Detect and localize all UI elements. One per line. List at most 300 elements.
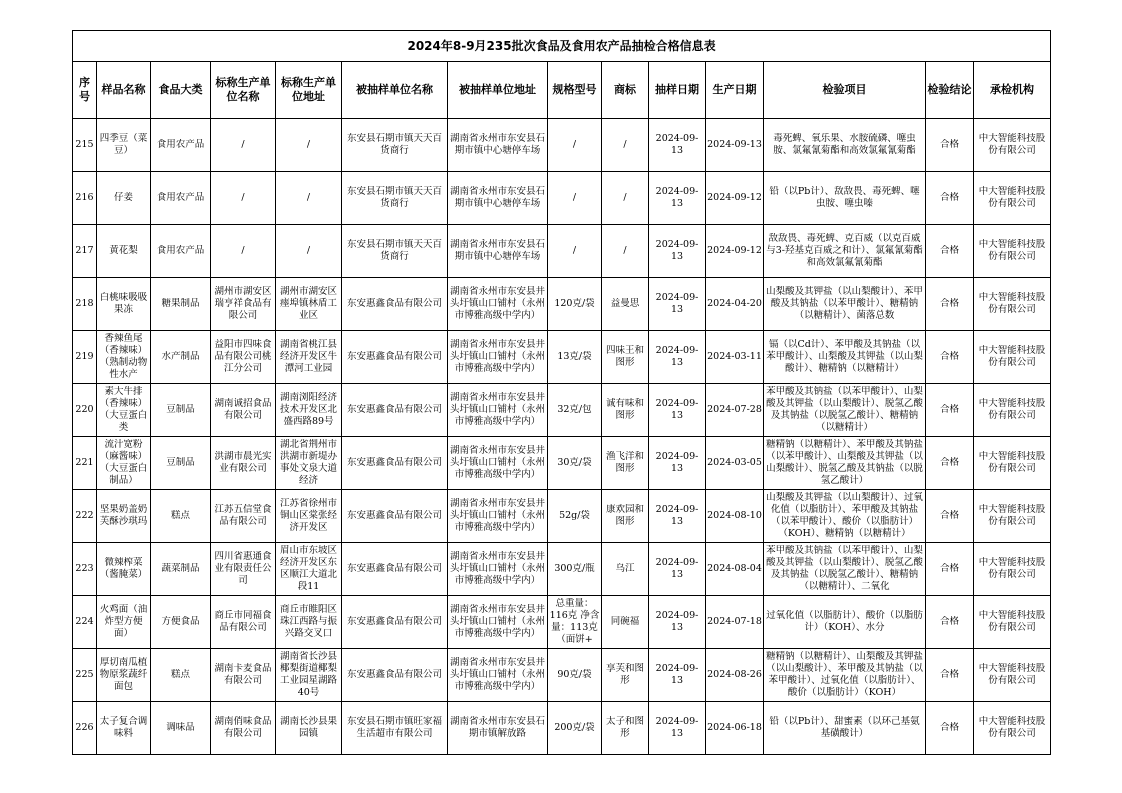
col-sampled-unit-address-text: 湖南省永州市东安县井头圩镇山口铺村（永州市博雅高级中学内） xyxy=(449,339,545,374)
col-trademark-text: / xyxy=(623,192,627,203)
col-test-items-cell xyxy=(764,331,926,384)
col-food-category-text: 糕点 xyxy=(170,510,190,521)
col-sampled-unit-name-cell xyxy=(342,649,448,702)
col-sampling-date-text: 2024-09-13 xyxy=(655,451,699,474)
col-spec-text: 30克/袋 xyxy=(557,457,592,468)
col-sampling-date-text: 2024-09-13 xyxy=(655,186,699,209)
col-testing-agency-cell xyxy=(974,172,1051,225)
col-trademark-text: 康欢园和图形 xyxy=(605,504,644,527)
col-food-category-text: 蔬菜制品 xyxy=(161,563,200,574)
col-test-items-text: 山梨酸及其钾盐（以山梨酸计）、苯甲酸及其钠盐（以苯甲酸计）、糖精钠（以糖精计）、菌落总数 xyxy=(766,286,923,321)
col-sampled-unit-address-text: 湖南省永州市东安县井头圩镇山口铺村（永州市博雅高级中学内） xyxy=(449,604,545,639)
col-trademark-cell xyxy=(602,225,649,278)
col-index-cell xyxy=(73,702,97,755)
col-food-category-text: 食用农产品 xyxy=(156,245,205,256)
col-index-cell xyxy=(73,172,97,225)
col-conclusion-text: 合格 xyxy=(939,245,959,256)
col-conclusion-cell xyxy=(926,119,974,172)
col-manufacturer-name-text: 洪湖市晨光实业有限公司 xyxy=(214,451,272,474)
col-food-category-cell xyxy=(151,119,211,172)
col-testing-agency-cell xyxy=(974,490,1051,543)
col-sampled-unit-name-text: 东安惠鑫食品有限公司 xyxy=(346,563,442,574)
col-conclusion-text: 合格 xyxy=(939,669,959,680)
col-manufacturer-name-text: 湖南诚招食品有限公司 xyxy=(214,398,272,421)
col-sample-name-cell xyxy=(97,490,151,543)
col-production-date-cell xyxy=(706,172,764,225)
col-food-category-text: 豆制品 xyxy=(166,457,195,468)
col-conclusion-text: 合格 xyxy=(939,404,959,415)
col-manufacturer-address-cell xyxy=(276,437,342,490)
col-production-date-text: 2024-06-18 xyxy=(707,722,762,733)
inspection-sheet xyxy=(72,30,1050,755)
col-sampling-date-text: 2024-09-13 xyxy=(655,504,699,527)
col-index-cell xyxy=(73,543,97,596)
col-food-category-text: 豆制品 xyxy=(166,404,195,415)
col-conclusion-cell xyxy=(926,331,974,384)
col-testing-agency-cell xyxy=(974,702,1051,755)
col-sampled-unit-address-text: 湖南省永州市东安县石期市镇中心塘停车场 xyxy=(449,239,545,262)
col-conclusion-text: 合格 xyxy=(939,616,959,627)
col-sample-name-cell xyxy=(97,331,151,384)
col-production-date-cell xyxy=(706,437,764,490)
col-index-text: 226 xyxy=(75,722,94,733)
col-food-category-header: 食品大类 xyxy=(151,62,211,119)
col-index-text: 224 xyxy=(75,616,94,627)
col-spec-text: 120克/袋 xyxy=(554,298,595,309)
col-conclusion-cell xyxy=(926,384,974,437)
col-manufacturer-name-text: 益阳市四味食品有限公司桃江分公司 xyxy=(214,339,272,374)
col-sampled-unit-name-text: 东安惠鑫食品有限公司 xyxy=(346,351,442,362)
col-trademark-cell xyxy=(602,543,649,596)
col-spec-cell xyxy=(548,225,602,278)
col-test-items-cell xyxy=(764,649,926,702)
col-sampling-date-text: 2024-09-13 xyxy=(655,292,699,315)
col-spec-text: / xyxy=(572,245,577,256)
table-row xyxy=(73,384,1051,437)
col-sample-name-text: 坚果奶盖奶芙酥沙琪玛 xyxy=(99,504,148,527)
col-trademark-text: 益曼思 xyxy=(610,298,640,309)
col-sampling-date-cell xyxy=(649,119,706,172)
col-food-category-cell xyxy=(151,331,211,384)
col-spec-text: 13克/袋 xyxy=(557,351,592,362)
col-sampled-unit-address-text: 湖南省永州市东安县井头圩镇山口铺村（永州市博雅高级中学内） xyxy=(449,392,545,427)
col-spec-cell xyxy=(548,331,602,384)
col-testing-agency-cell xyxy=(974,543,1051,596)
col-sampled-unit-name-cell xyxy=(342,543,448,596)
col-sampled-unit-address-cell xyxy=(448,278,548,331)
col-test-items-text: 苯甲酸及其钠盐（以苯甲酸计）、山梨酸及其钾盐（以山梨酸计）、脱氢乙酸及其钠盐（以脱氢乙酸计）、糖精钠（以糖精计） xyxy=(766,386,923,433)
col-manufacturer-address-cell xyxy=(276,649,342,702)
col-sampled-unit-address-cell xyxy=(448,437,548,490)
col-sampled-unit-address-cell xyxy=(448,331,548,384)
col-test-items-cell xyxy=(764,596,926,649)
col-production-date-text: 2024-07-18 xyxy=(707,616,762,627)
col-testing-agency-header: 承检机构 xyxy=(974,62,1051,119)
col-sample-name-cell xyxy=(97,543,151,596)
col-production-date-cell xyxy=(706,278,764,331)
col-trademark-text: / xyxy=(623,245,627,256)
col-index-cell xyxy=(73,384,97,437)
col-test-items-cell xyxy=(764,543,926,596)
col-manufacturer-address-cell xyxy=(276,119,342,172)
col-test-items-text: 苯甲酸及其钠盐（以苯甲酸计）、山梨酸及其钾盐（以山梨酸计）、脱氢乙酸及其钠盐（以脱氢乙酸计）、糖精钠（以糖精计）、二氧化 xyxy=(766,545,923,592)
col-sample-name-text: 黄花梨 xyxy=(109,245,138,256)
col-food-category-cell xyxy=(151,278,211,331)
col-testing-agency-text: 中大智能科技股份有限公司 xyxy=(978,557,1046,580)
col-test-items-text: 毒死蜱、氧乐果、水胺硫磷、噻虫胺、氯氟氰菊酯和高效氯氟氰菊酯 xyxy=(773,133,916,156)
col-sampled-unit-name-text: 东安县石期市镇天天百货商行 xyxy=(346,186,442,209)
col-conclusion-cell xyxy=(926,702,974,755)
col-sample-name-text: 太子复合调味料 xyxy=(99,716,148,739)
col-manufacturer-address-header: 标称生产单位地址 xyxy=(276,62,342,119)
col-manufacturer-address-text: 湖北省荆州市洪湖市新堤办事处文泉大道经济 xyxy=(279,439,337,486)
col-testing-agency-cell xyxy=(974,384,1051,437)
col-trademark-cell xyxy=(602,649,649,702)
table-row xyxy=(73,596,1051,649)
col-sampled-unit-name-text: 东安惠鑫食品有限公司 xyxy=(346,669,442,680)
col-manufacturer-name-text: / xyxy=(241,245,245,256)
col-trademark-text: 享芙和图形 xyxy=(605,663,644,686)
col-test-items-cell xyxy=(764,702,926,755)
col-sampling-date-text: 2024-09-13 xyxy=(655,663,699,686)
col-test-items-cell xyxy=(764,172,926,225)
col-manufacturer-name-cell xyxy=(211,649,276,702)
col-manufacturer-name-header: 标称生产单位名称 xyxy=(211,62,276,119)
col-conclusion-text: 合格 xyxy=(939,563,959,574)
col-index-cell xyxy=(73,490,97,543)
col-trademark-cell xyxy=(602,490,649,543)
col-testing-agency-cell xyxy=(974,596,1051,649)
col-trademark-cell xyxy=(602,384,649,437)
col-sampling-date-cell xyxy=(649,172,706,225)
col-sample-name-cell xyxy=(97,119,151,172)
col-manufacturer-name-cell xyxy=(211,278,276,331)
col-food-category-text: 糕点 xyxy=(170,669,190,680)
col-production-date-header: 生产日期 xyxy=(706,62,764,119)
col-index-text: 215 xyxy=(75,139,94,150)
col-sampled-unit-name-text: 东安县石期市镇天天百货商行 xyxy=(346,239,442,262)
col-conclusion-cell xyxy=(926,225,974,278)
col-production-date-cell xyxy=(706,543,764,596)
col-sampled-unit-name-cell xyxy=(342,172,448,225)
col-production-date-cell xyxy=(706,384,764,437)
col-conclusion-text: 合格 xyxy=(939,351,959,362)
col-manufacturer-name-text: / xyxy=(241,139,245,150)
col-test-items-text: 敌敌畏、毒死蜱、克百威（以克百威与3-羟基克百威之和计）、氯氟氰菊酯和高效氯氟氰菊酯 xyxy=(766,233,923,268)
col-testing-agency-cell xyxy=(974,225,1051,278)
col-sample-name-text: 火鸡面（油炸型方便面） xyxy=(99,604,148,639)
col-spec-header: 规格型号 xyxy=(548,62,602,119)
col-food-category-cell xyxy=(151,596,211,649)
col-sample-name-cell xyxy=(97,278,151,331)
col-sampled-unit-address-text: 湖南省永州市东安县井头圩镇山口铺村（永州市博雅高级中学内） xyxy=(449,657,545,692)
col-test-items-cell xyxy=(764,225,926,278)
col-food-category-cell xyxy=(151,702,211,755)
col-conclusion-text: 合格 xyxy=(939,457,959,468)
col-sample-name-cell xyxy=(97,596,151,649)
col-production-date-text: 2024-09-12 xyxy=(707,192,762,203)
col-spec-cell xyxy=(548,384,602,437)
col-trademark-cell xyxy=(602,172,649,225)
table-row xyxy=(73,649,1051,702)
col-sampling-date-cell xyxy=(649,437,706,490)
col-trademark-text: 同碗福 xyxy=(610,616,640,627)
col-sampled-unit-name-text: 东安县石期市镇旺家福生活超市有限公司 xyxy=(346,716,442,739)
col-spec-cell xyxy=(548,278,602,331)
col-spec-cell xyxy=(548,702,602,755)
col-manufacturer-name-text: 湖州市湖安区瑞亨祥食品有限公司 xyxy=(214,286,272,321)
col-manufacturer-name-cell xyxy=(211,119,276,172)
col-sampling-date-text: 2024-09-13 xyxy=(655,345,699,368)
col-index-text: 221 xyxy=(75,457,94,468)
col-manufacturer-address-text: / xyxy=(306,139,311,150)
col-testing-agency-text: 中大智能科技股份有限公司 xyxy=(978,133,1046,156)
col-testing-agency-text: 中大智能科技股份有限公司 xyxy=(978,239,1046,262)
col-index-cell xyxy=(73,225,97,278)
col-sampled-unit-address-text: 湖南省永州市东安县井头圩镇山口铺村（永州市博雅高级中学内） xyxy=(449,445,545,480)
col-sampled-unit-address-cell xyxy=(448,702,548,755)
col-manufacturer-address-cell xyxy=(276,278,342,331)
col-testing-agency-text: 中大智能科技股份有限公司 xyxy=(978,292,1046,315)
col-sampled-unit-address-cell xyxy=(448,119,548,172)
col-production-date-text: 2024-03-05 xyxy=(707,457,762,468)
col-spec-text: 200克/袋 xyxy=(554,722,595,733)
col-production-date-text: 2024-09-13 xyxy=(707,139,762,150)
col-food-category-text: 食用农产品 xyxy=(156,192,205,203)
col-sampled-unit-address-text: 湖南省永州市东安县井头圩镇山口铺村（永州市博雅高级中学内） xyxy=(449,498,545,533)
col-testing-agency-text: 中大智能科技股份有限公司 xyxy=(978,716,1046,739)
col-sampling-date-text: 2024-09-13 xyxy=(655,557,699,580)
col-index-cell xyxy=(73,437,97,490)
col-manufacturer-name-cell xyxy=(211,543,276,596)
col-sampled-unit-address-cell xyxy=(448,225,548,278)
col-spec-cell xyxy=(548,543,602,596)
col-production-date-text: 2024-08-04 xyxy=(707,563,762,574)
table-body xyxy=(73,119,1051,755)
col-manufacturer-address-text: / xyxy=(306,192,311,203)
col-trademark-cell xyxy=(602,596,649,649)
col-manufacturer-address-cell xyxy=(276,596,342,649)
col-food-category-cell xyxy=(151,172,211,225)
col-index-cell xyxy=(73,278,97,331)
col-trademark-text: 渔飞洋和图形 xyxy=(605,451,644,474)
col-trademark-header: 商标 xyxy=(602,62,649,119)
col-sample-name-text: 白桃味吸吸果冻 xyxy=(99,292,148,315)
col-manufacturer-name-cell xyxy=(211,702,276,755)
col-sampling-date-cell xyxy=(649,331,706,384)
col-spec-text: 32克/包 xyxy=(557,404,592,415)
col-production-date-text: 2024-08-26 xyxy=(707,669,762,680)
col-sampled-unit-name-cell xyxy=(342,702,448,755)
col-sampled-unit-name-cell xyxy=(342,331,448,384)
col-sampled-unit-name-cell xyxy=(342,119,448,172)
col-manufacturer-address-text: 湖南浏阳经济技术开发区北盛西路89号 xyxy=(279,392,337,427)
col-food-category-text: 方便食品 xyxy=(161,616,200,627)
col-testing-agency-text: 中大智能科技股份有限公司 xyxy=(978,663,1046,686)
col-conclusion-cell xyxy=(926,649,974,702)
col-trademark-cell xyxy=(602,437,649,490)
col-index-text: 218 xyxy=(75,298,94,309)
col-index-text: 225 xyxy=(75,669,94,680)
col-conclusion-cell xyxy=(926,596,974,649)
col-sampled-unit-address-text: 湖南省永州市东安县井头圩镇山口铺村（永州市博雅高级中学内） xyxy=(449,286,545,321)
col-testing-agency-text: 中大智能科技股份有限公司 xyxy=(978,398,1046,421)
col-test-items-cell xyxy=(764,384,926,437)
col-conclusion-text: 合格 xyxy=(939,298,959,309)
col-sample-name-text: 四季豆（菜豆） xyxy=(99,133,148,156)
col-sampling-date-cell xyxy=(649,596,706,649)
col-sampling-date-text: 2024-09-13 xyxy=(655,716,699,739)
col-sampled-unit-name-header: 被抽样单位名称 xyxy=(342,62,448,119)
col-manufacturer-address-cell xyxy=(276,225,342,278)
col-sampled-unit-address-header: 被抽样单位地址 xyxy=(448,62,548,119)
col-manufacturer-address-text: 江苏省徐州市铜山区棠张经济开发区 xyxy=(279,498,337,533)
col-conclusion-cell xyxy=(926,543,974,596)
col-test-items-text: 铅（以Pb计）、敌敌畏、毒死蜱、噻虫胺、噻虫嗪 xyxy=(769,186,920,209)
col-sample-name-cell xyxy=(97,172,151,225)
col-index-text: 222 xyxy=(75,510,94,521)
col-manufacturer-address-cell xyxy=(276,490,342,543)
col-sample-name-text: 仔姜 xyxy=(113,192,133,203)
col-sampled-unit-name-text: 东安惠鑫食品有限公司 xyxy=(346,298,442,309)
col-sample-name-cell xyxy=(97,225,151,278)
col-spec-text: 52g/袋 xyxy=(559,510,590,521)
col-sample-name-text: 微辣榨菜（酱腌菜） xyxy=(99,557,148,580)
col-spec-cell xyxy=(548,437,602,490)
col-testing-agency-text: 中大智能科技股份有限公司 xyxy=(978,451,1046,474)
col-production-date-text: 2024-08-10 xyxy=(707,510,762,521)
table-row xyxy=(73,278,1051,331)
col-spec-text: / xyxy=(572,192,577,203)
col-test-items-header: 检验项目 xyxy=(764,62,926,119)
col-manufacturer-address-text: 湖南长沙县果园镇 xyxy=(279,716,337,739)
col-sample-name-text: 素大牛排（香辣味）（大豆蛋白类 xyxy=(99,386,148,433)
col-sample-name-text: 流汁宽粉（麻酱味）（大豆蛋白制品） xyxy=(99,439,148,486)
table-row xyxy=(73,331,1051,384)
col-testing-agency-cell xyxy=(974,649,1051,702)
col-manufacturer-name-text: / xyxy=(241,192,245,203)
col-production-date-cell xyxy=(706,490,764,543)
table-row xyxy=(73,490,1051,543)
col-manufacturer-name-cell xyxy=(211,172,276,225)
col-production-date-text: 2024-07-28 xyxy=(707,404,762,415)
col-manufacturer-address-text: 湖南省长沙县椰梨街道椰梨工业园星湖路40号 xyxy=(279,651,337,698)
col-manufacturer-address-text: 湖州市湖安区瘗埠镇林盾工业区 xyxy=(279,286,337,321)
col-manufacturer-name-cell xyxy=(211,384,276,437)
col-spec-cell xyxy=(548,596,602,649)
col-testing-agency-cell xyxy=(974,119,1051,172)
col-sampled-unit-name-cell xyxy=(342,278,448,331)
col-sampled-unit-name-text: 东安县石期市镇天天百货商行 xyxy=(346,133,442,156)
col-conclusion-text: 合格 xyxy=(939,510,959,521)
col-sampled-unit-address-cell xyxy=(448,384,548,437)
col-index-cell xyxy=(73,596,97,649)
col-index-cell xyxy=(73,331,97,384)
col-sampling-date-text: 2024-09-13 xyxy=(655,133,699,156)
col-conclusion-text: 合格 xyxy=(939,192,959,203)
col-trademark-text: 四味王和图形 xyxy=(605,345,644,368)
col-sampling-date-cell xyxy=(649,490,706,543)
col-sampled-unit-address-cell xyxy=(448,172,548,225)
col-manufacturer-name-text: 四川省惠通食业有限责任公司 xyxy=(214,551,272,586)
col-index-text: 220 xyxy=(75,404,94,415)
col-spec-text: / xyxy=(572,139,577,150)
col-manufacturer-name-cell xyxy=(211,596,276,649)
col-manufacturer-address-text: / xyxy=(306,245,311,256)
col-trademark-cell xyxy=(602,278,649,331)
col-sampling-date-header: 抽样日期 xyxy=(649,62,706,119)
table-row xyxy=(73,225,1051,278)
col-sampled-unit-address-cell xyxy=(448,596,548,649)
col-sample-name-cell xyxy=(97,384,151,437)
col-production-date-text: 2024-04-20 xyxy=(707,298,762,309)
col-trademark-cell xyxy=(602,331,649,384)
col-test-items-text: 铅（以Pb计）、甜蜜素（以环己基氨基磺酸计） xyxy=(769,716,920,739)
col-food-category-cell xyxy=(151,649,211,702)
col-sampled-unit-address-cell xyxy=(448,490,548,543)
col-sample-name-cell xyxy=(97,649,151,702)
table-row xyxy=(73,543,1051,596)
col-sampled-unit-address-text: 湖南省永州市东安县石期市镇中心塘停车场 xyxy=(449,186,545,209)
col-trademark-text: 乌江 xyxy=(615,563,635,574)
col-test-items-text: 镉（以Cd计）、苯甲酸及其钠盐（以苯甲酸计）、山梨酸及其钾盐（以山梨酸计）、糖精钠（以糖精计） xyxy=(766,339,923,374)
col-sampling-date-text: 2024-09-13 xyxy=(655,398,699,421)
inspection-table xyxy=(72,30,1051,755)
col-production-date-cell xyxy=(706,225,764,278)
col-manufacturer-address-cell xyxy=(276,172,342,225)
col-manufacturer-address-cell xyxy=(276,702,342,755)
col-manufacturer-address-text: 商丘市睢阳区珠江西路与振兴路交叉口 xyxy=(279,604,337,639)
col-sampling-date-text: 2024-09-13 xyxy=(655,610,699,633)
col-food-category-cell xyxy=(151,490,211,543)
col-production-date-text: 2024-03-11 xyxy=(707,351,762,362)
col-sampled-unit-address-cell xyxy=(448,649,548,702)
col-sample-name-text: 厚切南瓜植物原浆蔬纤面包 xyxy=(99,657,148,692)
col-index-header: 序号 xyxy=(73,62,97,119)
col-test-items-cell xyxy=(764,490,926,543)
col-conclusion-cell xyxy=(926,437,974,490)
col-sampling-date-text: 2024-09-13 xyxy=(655,239,699,262)
col-manufacturer-address-text: 眉山市东坡区经济开发区东区顺江大道北段11 xyxy=(279,545,337,592)
col-index-cell xyxy=(73,649,97,702)
col-sampled-unit-address-text: 湖南省永州市东安县石期市镇解放路 xyxy=(449,716,545,739)
col-sampled-unit-name-cell xyxy=(342,490,448,543)
col-testing-agency-text: 中大智能科技股份有限公司 xyxy=(978,610,1046,633)
table-row xyxy=(73,702,1051,755)
col-sampled-unit-name-cell xyxy=(342,596,448,649)
col-conclusion-header: 检验结论 xyxy=(926,62,974,119)
col-sampling-date-cell xyxy=(649,543,706,596)
col-test-items-text: 糖精钠（以糖精计）、苯甲酸及其钠盐（以苯甲酸计）、山梨酸及其钾盐（以山梨酸计）、脱氢乙酸及其钠盐（以脱氢乙酸计） xyxy=(766,439,923,486)
col-index-cell xyxy=(73,119,97,172)
table-row xyxy=(73,437,1051,490)
col-testing-agency-text: 中大智能科技股份有限公司 xyxy=(978,186,1046,209)
col-test-items-text: 过氧化值（以脂肪计）、酸价（以脂肪计）（KOH）、水分 xyxy=(766,610,923,633)
col-testing-agency-cell xyxy=(974,437,1051,490)
col-manufacturer-name-cell xyxy=(211,490,276,543)
col-testing-agency-cell xyxy=(974,278,1051,331)
col-test-items-cell xyxy=(764,119,926,172)
col-spec-cell xyxy=(548,172,602,225)
table-title: 2024年8-9月235批次食品及食用农产品抽检合格信息表 xyxy=(73,31,1051,62)
col-sampled-unit-name-cell xyxy=(342,225,448,278)
col-production-date-cell xyxy=(706,596,764,649)
col-index-text: 217 xyxy=(75,245,94,256)
col-food-category-text: 调味品 xyxy=(166,722,195,733)
col-index-text: 223 xyxy=(75,563,94,574)
col-food-category-cell xyxy=(151,225,211,278)
col-sampled-unit-name-cell xyxy=(342,384,448,437)
